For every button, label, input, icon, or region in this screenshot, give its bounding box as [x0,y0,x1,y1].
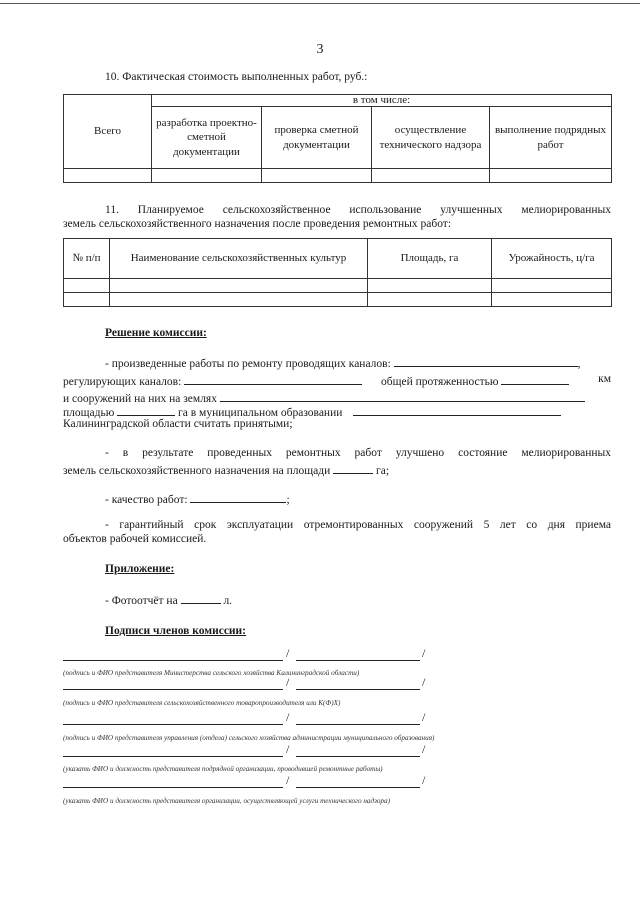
table-cell [372,169,490,183]
col-total-header: Всего [64,95,152,169]
section-11-line1: 11. Планируемое сельскохозяйственное использование улучшенных мелиорированных [105,204,611,216]
table-cell [110,279,368,293]
signature-slash: / [422,646,426,660]
table-cell [492,293,612,307]
signature-caption: (подпись и ФИО представителя Министерства сельского хозяйства Калининградской области) [63,669,360,677]
decision-p2-ha: га; [376,465,390,477]
signature-line [63,723,283,725]
decision-heading: Решение комиссии: [105,327,207,339]
col-check-header: проверка сметной документации [262,107,372,169]
decision-p4-line1: - гарантийный срок эксплуатации отремонтированных сооружений 5 лет со дня приема [105,519,611,531]
decision-p1-line5: Калининградской области считать принятыми; [63,418,293,430]
col-name-header: Наименование сельскохозяйственных культур [110,239,368,279]
decision-p1-line1: - произведенные работы по ремонту проводящих каналов: , [105,355,581,372]
decision-p1-km: км [598,373,611,385]
signature-slash: / [286,675,290,689]
blank-field [501,373,569,385]
cost-table [63,94,612,183]
signature-slash: / [422,773,426,787]
signature-slash: / [286,710,290,724]
blank-field [181,592,221,604]
decision-p1-length-text: общей протяженностью [381,376,499,388]
signature-slash: / [422,710,426,724]
blank-field [190,491,286,503]
name-line [296,688,420,690]
page-number: 3 [316,42,324,57]
section-11-line2: земель сельскохозяйственного назначения после проведения ремонтных работ: [63,218,452,230]
signature-caption: (указать ФИО и должность представителя организации, осуществляющей услуги технического надзора) [63,797,391,805]
signatures-heading: Подписи членов комиссии: [105,625,247,637]
signature-slash: / [422,675,426,689]
blank-field [117,404,175,416]
blank-field [353,404,561,416]
appendix-item-unit: л. [223,595,233,607]
decision-p3-end: ; [286,494,290,506]
signature-caption: (подпись и ФИО представителя управления (отдела) сельского хозяйства администрации муниципального образования) [63,734,435,742]
blank-field [333,462,373,474]
signature-line [63,786,283,788]
signature-slash: / [286,742,290,756]
col-num-header: № п/п [64,239,110,279]
table-row [64,293,612,307]
blank-field [394,355,578,367]
table-cell [110,293,368,307]
decision-p1-line3-text: и сооружений на них на землях [63,393,217,405]
top-border [0,3,640,4]
table-row [64,169,612,183]
table-row [64,279,612,293]
decision-p1-line1-text: - произведенные работы по ремонту проводящих каналов: [105,358,391,370]
decision-p2-line2 [63,462,389,479]
table-cell [262,169,372,183]
decision-p1-area-text: площадью [63,407,115,419]
col-supervision-header: осуществление технического надзора [372,107,490,169]
blank-field [220,390,585,402]
decision-p1-line2-text: регулирующих каналов: [63,376,182,388]
appendix-item-text: - Фотоотчёт на [105,595,178,607]
decision-p4-line2: объектов рабочей комиссией. [63,533,207,545]
name-line [296,755,420,757]
name-line [296,786,420,788]
decision-p2-line1: - в результате проведенных ремонтных работ улучшено состояние мелиорированных [105,447,611,459]
table-cell [64,293,110,307]
crops-table [63,238,612,307]
col-area-header: Площадь, га [368,239,492,279]
signature-caption: (подпись и ФИО представителя сельскохозяйственного товаропроизводителя или К(Ф)Х) [63,699,341,707]
name-line [296,659,420,661]
included-group-header: в том числе: [152,95,612,107]
section-10-title: 10. Фактическая стоимость выполненных работ, руб.: [105,71,368,83]
col-design-header: разработка проектно-сметной документации [152,107,262,169]
col-yield-header: Урожайность, ц/га [492,239,612,279]
appendix-item [105,592,232,609]
table-cell [368,293,492,307]
signature-line [63,688,283,690]
table-cell [64,279,110,293]
signature-slash: / [286,646,290,660]
signature-slash: / [286,773,290,787]
table-cell [492,279,612,293]
table-cell [490,169,612,183]
col-contract-header: выполнение подрядных работ [490,107,612,169]
decision-p3-text: - качество работ: [105,494,188,506]
table-cell [368,279,492,293]
decision-p3 [105,491,290,508]
signature-line [63,755,283,757]
signature-line [63,659,283,661]
decision-p1-line2 [63,373,611,390]
signature-slash: / [422,742,426,756]
signature-caption: (указать ФИО и должность представителя подрядной организации, проводившей ремонтные работы) [63,765,383,773]
blank-field [184,373,362,385]
appendix-heading: Приложение: [105,563,175,575]
name-line [296,723,420,725]
table-cell [64,169,152,183]
table-cell [152,169,262,183]
decision-p2-line2-text: земель сельскохозяйственного назначения на площади [63,465,331,477]
decision-p1-municipality-text: га в муниципальном образовании [178,407,343,419]
